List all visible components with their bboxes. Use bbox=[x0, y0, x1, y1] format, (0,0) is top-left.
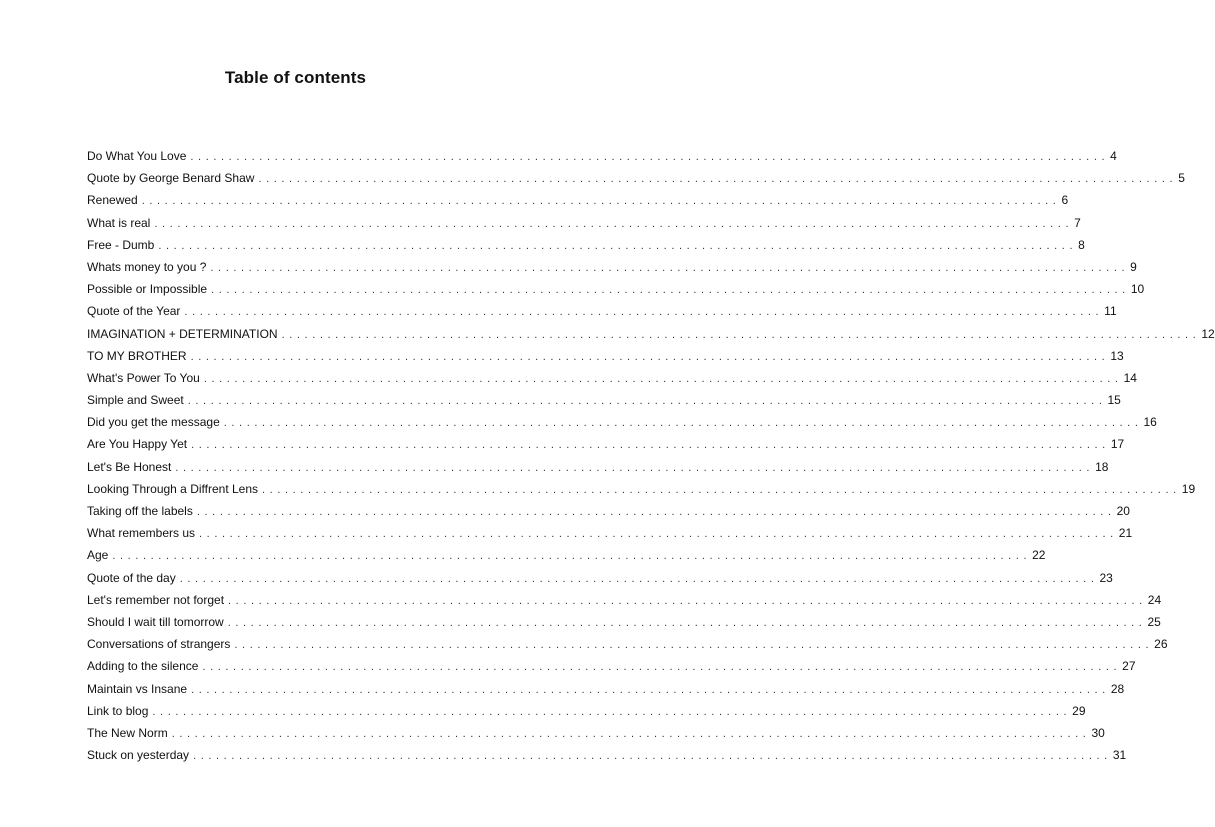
toc-entry-title: The New Norm bbox=[87, 725, 168, 740]
toc-dot-leader: ........................................................................................................................ bbox=[187, 395, 1107, 408]
toc-dot-leader: ........................................................................................................................ bbox=[152, 705, 1072, 718]
toc-entry[interactable] bbox=[87, 500, 1130, 522]
toc-entry[interactable] bbox=[87, 234, 1085, 256]
toc-dot-leader: ........................................................................................................................ bbox=[223, 417, 1143, 430]
toc-page-number: 21 bbox=[1118, 526, 1133, 541]
toc-entry[interactable] bbox=[87, 678, 1125, 700]
toc-page-number: 23 bbox=[1099, 570, 1113, 585]
toc-entry[interactable] bbox=[87, 389, 1121, 411]
toc-dot-leader: ........................................................................................................................ bbox=[262, 483, 1181, 496]
toc-entry[interactable] bbox=[87, 167, 1185, 189]
toc-dot-leader: ........................................................................................................................ bbox=[227, 616, 1147, 629]
toc-page-number: 6 bbox=[1061, 193, 1069, 208]
toc-entry-title: Taking off the labels bbox=[87, 504, 193, 518]
toc-page-number: 18 bbox=[1095, 459, 1109, 474]
toc-entry-title: What is real bbox=[87, 215, 151, 230]
toc-page-number: 10 bbox=[1130, 282, 1145, 297]
toc-entry-title: What's Power To You bbox=[87, 370, 200, 385]
toc-entry-title: Do What You Love bbox=[87, 149, 187, 163]
toc-list bbox=[87, 145, 1215, 766]
toc-page-number: 20 bbox=[1116, 504, 1130, 518]
toc-dot-leader: ........................................................................................................................ bbox=[190, 350, 1110, 363]
toc-page-number: 13 bbox=[1110, 348, 1124, 363]
toc-entry-title: Maintain vs Insane bbox=[87, 681, 188, 696]
toc-page-number: 26 bbox=[1154, 637, 1168, 652]
toc-entry-title: Possible or Impossible bbox=[87, 282, 208, 297]
toc-entry[interactable] bbox=[87, 433, 1125, 455]
toc-page-number: 8 bbox=[1078, 237, 1085, 252]
toc-entry[interactable] bbox=[87, 544, 1046, 566]
toc-entry-title: Renewed bbox=[87, 193, 138, 208]
toc-page-number: 12 bbox=[1201, 326, 1215, 341]
toc-entry-title: Whats money to you ? bbox=[87, 259, 207, 274]
toc-dot-leader: ........................................................................................................................ bbox=[191, 439, 1110, 452]
toc-page-number: 14 bbox=[1123, 370, 1137, 385]
toc-entry[interactable] bbox=[87, 212, 1081, 234]
toc-entry-title: Let's Be Honest bbox=[87, 459, 172, 474]
toc-dot-leader: ........................................................................................................................ bbox=[258, 173, 1178, 186]
toc-entry-title: IMAGINATION + DETERMINATION bbox=[87, 326, 278, 341]
toc-dot-leader: ........................................................................................................................ bbox=[190, 151, 1110, 163]
toc-page-number: 22 bbox=[1032, 548, 1046, 563]
toc-dot-leader: ........................................................................................................................ bbox=[203, 372, 1123, 385]
toc-dot-leader: ........................................................................................................................ bbox=[193, 750, 1112, 763]
toc-page-number: 30 bbox=[1091, 725, 1105, 740]
toc-page-number: 16 bbox=[1143, 415, 1157, 430]
toc-entry-title: Stuck on yesterday bbox=[87, 748, 190, 763]
toc-entry[interactable] bbox=[87, 145, 1117, 167]
toc-dot-leader: ........................................................................................................................ bbox=[196, 506, 1116, 518]
toc-page-number: 31 bbox=[1112, 748, 1127, 763]
toc-entry-title: Quote of the day bbox=[87, 570, 176, 585]
toc-entry[interactable] bbox=[87, 323, 1215, 345]
toc-entry[interactable] bbox=[87, 744, 1127, 766]
toc-entry[interactable] bbox=[87, 700, 1086, 722]
toc-entry-title: TO MY BROTHER bbox=[87, 348, 187, 363]
toc-entry[interactable] bbox=[87, 611, 1161, 633]
toc-entry[interactable] bbox=[87, 456, 1109, 478]
toc-dot-leader: ........................................................................................................................ bbox=[211, 284, 1130, 297]
toc-dot-leader: ........................................................................................................................ bbox=[202, 661, 1122, 674]
page-title: Table of contents bbox=[224, 68, 367, 87]
toc-dot-leader: ........................................................................................................................ bbox=[158, 239, 1078, 252]
toc-dot-leader: ........................................................................................................................ bbox=[228, 594, 1147, 607]
toc-page-number: 24 bbox=[1147, 592, 1162, 607]
toc-entry-title: Age bbox=[87, 548, 109, 563]
toc-entry[interactable] bbox=[87, 189, 1069, 211]
toc-page-number: 25 bbox=[1147, 614, 1161, 629]
toc-entry-title: What remembers us bbox=[87, 526, 196, 541]
toc-dot-leader: ........................................................................................................................ bbox=[184, 306, 1104, 319]
toc-entry[interactable] bbox=[87, 345, 1124, 367]
toc-entry[interactable] bbox=[87, 589, 1162, 611]
toc-entry[interactable] bbox=[87, 478, 1196, 500]
toc-entry[interactable] bbox=[87, 655, 1136, 677]
toc-dot-leader: ........................................................................................................................ bbox=[281, 328, 1201, 341]
toc-entry[interactable] bbox=[87, 256, 1137, 278]
toc-dot-leader: ........................................................................................................................ bbox=[175, 461, 1095, 474]
toc-entry-title: Free - Dumb bbox=[87, 237, 155, 252]
toc-dot-leader: ........................................................................................................................ bbox=[179, 572, 1099, 585]
toc-entry[interactable] bbox=[87, 278, 1145, 300]
toc-entry[interactable] bbox=[87, 633, 1168, 655]
toc-entry-title: Quote by George Benard Shaw bbox=[87, 171, 255, 186]
toc-dot-leader: ........................................................................................................................ bbox=[171, 727, 1091, 740]
toc-entry-title: Let's remember not forget bbox=[87, 592, 225, 607]
toc-page-number: 7 bbox=[1074, 215, 1081, 230]
toc-entry[interactable] bbox=[87, 367, 1137, 389]
toc-entry-title: Are You Happy Yet bbox=[87, 437, 188, 452]
toc-entry-title: Did you get the message bbox=[87, 415, 220, 430]
toc-page-number: 29 bbox=[1072, 703, 1086, 718]
toc-dot-leader: ........................................................................................................................ bbox=[154, 217, 1074, 230]
toc-entry[interactable] bbox=[87, 522, 1133, 544]
toc-entry[interactable] bbox=[87, 411, 1157, 433]
toc-entry[interactable] bbox=[87, 567, 1113, 589]
toc-dot-leader: ........................................................................................................................ bbox=[234, 639, 1154, 652]
toc-page-number: 19 bbox=[1181, 481, 1196, 496]
toc-page-number: 27 bbox=[1122, 659, 1136, 674]
toc-dot-leader: ........................................................................................................................ bbox=[141, 195, 1061, 208]
toc-page-number: 11 bbox=[1104, 304, 1117, 319]
toc-entry-title: Conversations of strangers bbox=[87, 637, 231, 652]
toc-page-number: 28 bbox=[1110, 681, 1125, 696]
toc-dot-leader: ........................................................................................................................ bbox=[210, 261, 1130, 274]
toc-dot-leader: ........................................................................................................................ bbox=[199, 528, 1118, 541]
toc-entry-title: Link to blog bbox=[87, 703, 149, 718]
toc-dot-leader: ........................................................................................................................ bbox=[112, 550, 1032, 563]
toc-dot-leader: ........................................................................................................................ bbox=[191, 683, 1110, 696]
toc-entry-title: Adding to the silence bbox=[87, 659, 199, 674]
toc-entry[interactable] bbox=[87, 300, 1117, 322]
toc-entry-title: Looking Through a Diffrent Lens bbox=[87, 481, 259, 496]
toc-page-number: 17 bbox=[1110, 437, 1125, 452]
toc-entry[interactable] bbox=[87, 722, 1105, 744]
toc-page-number: 15 bbox=[1107, 393, 1121, 408]
toc-entry-title: Quote of the Year bbox=[87, 304, 181, 319]
toc-entry-title: Simple and Sweet bbox=[87, 393, 184, 408]
toc-page-number: 9 bbox=[1130, 259, 1137, 274]
toc-page-number: 5 bbox=[1178, 171, 1185, 186]
toc-page-number: 4 bbox=[1110, 149, 1117, 163]
toc-entry-title: Should I wait till tomorrow bbox=[87, 614, 224, 629]
